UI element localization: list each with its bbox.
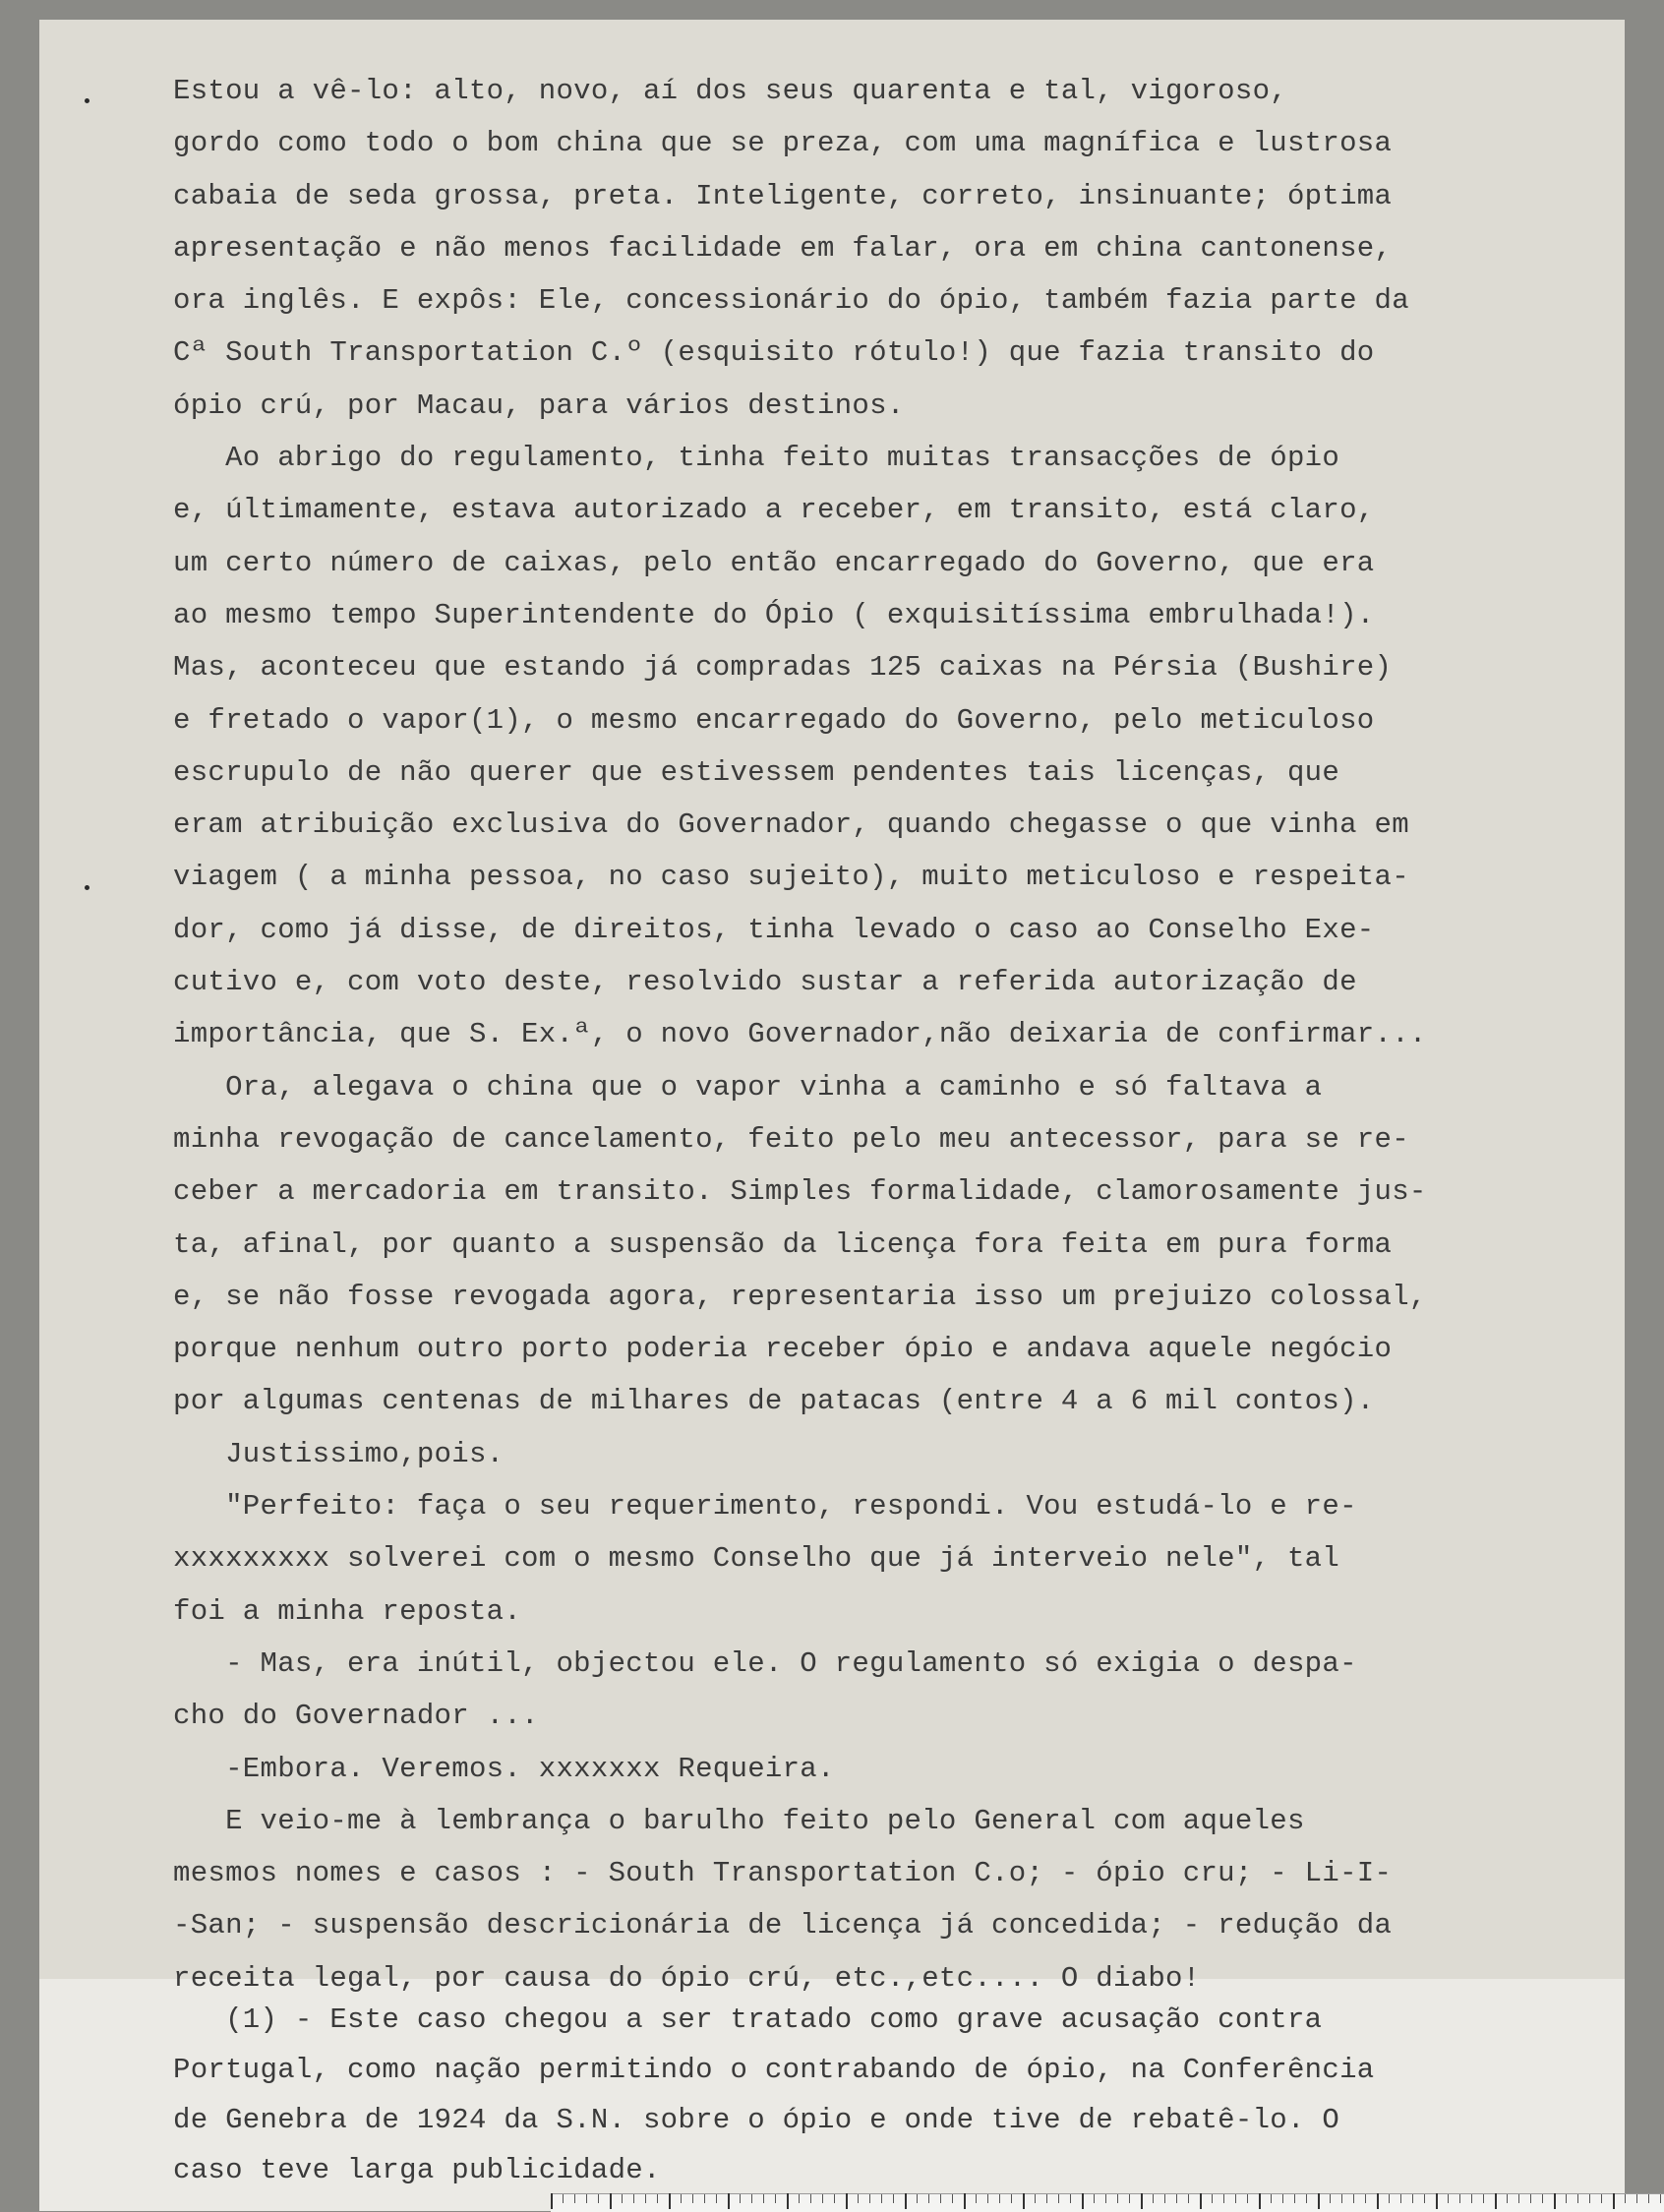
body-text-line: ora inglês. E expôs: Ele, concessionário do ópio, também fazia parte da	[173, 284, 1409, 318]
body-text-line: ópio crú, por Macau, para vários destinos.	[173, 389, 905, 422]
body-text-line: e fretado o vapor(1), o mesmo encarregado do Governo, pelo meticuloso	[173, 703, 1375, 737]
body-text-line: um certo número de caixas, pelo então encarregado do Governo, que era	[173, 546, 1375, 579]
body-text-line: Justissimo,pois.	[173, 1437, 505, 1470]
body-text-line: ceber a mercadoria em transito. Simples formalidade, clamorosamente jus-	[173, 1175, 1427, 1209]
margin-dot	[85, 885, 89, 890]
body-text-line: e, últimamente, estava autorizado a receber, em transito, está claro,	[173, 494, 1375, 527]
body-text-line: importância, que S. Ex.ª, o novo Governador,não deixaria de confirmar...	[173, 1018, 1427, 1051]
body-text-line: escrupulo de não querer que estivessem pendentes tais licenças, que	[173, 755, 1340, 789]
footnote-line: de Genebra de 1924 da S.N. sobre o ópio e onde tive de rebatê-lo. O	[173, 2104, 1340, 2136]
body-text-line: gordo como todo o bom china que se preza, com uma magnífica e lustrosa	[173, 127, 1393, 160]
body-text-line: -Embora. Veremos. xxxxxxx Requeira.	[173, 1752, 835, 1785]
body-text-line: mesmos nomes e casos : - South Transportation C.o; - ópio cru; - Li-I-	[173, 1857, 1393, 1890]
measurement-ruler-major-ticks	[551, 2193, 1664, 2211]
body-text-line: Ora, alegava o china que o vapor vinha a caminho e só faltava a	[173, 1070, 1323, 1104]
body-text-line: Cª South Transportation C.º (esquisito rótulo!) que fazia transito do	[173, 336, 1375, 370]
body-text-line: dor, como já disse, de direitos, tinha levado o caso ao Conselho Exe-	[173, 913, 1375, 946]
body-text-line: minha revogação de cancelamento, feito pelo meu antecessor, para se re-	[173, 1122, 1409, 1156]
body-text-line: -San; - suspensão descricionária de licença já concedida; - redução da	[173, 1909, 1393, 1943]
body-text-line: apresentação e não menos facilidade em falar, ora em china cantonense,	[173, 231, 1393, 265]
body-text-line: Ao abrigo do regulamento, tinha feito muitas transacções de ópio	[173, 442, 1340, 475]
body-text-line: eram atribuição exclusiva do Governador, quando chegasse o que vinha em	[173, 808, 1409, 842]
body-text-line: ta, afinal, por quanto a suspensão da licença fora feita em pura forma	[173, 1227, 1393, 1261]
body-text-line: foi a minha reposta.	[173, 1594, 522, 1628]
body-text-line: Mas, aconteceu que estando já compradas 125 caixas na Pérsia (Bushire)	[173, 651, 1393, 685]
body-text-line: "Perfeito: faça o seu requerimento, respondi. Vou estudá-lo e re-	[173, 1490, 1357, 1524]
body-text-line: cho do Governador ...	[173, 1700, 539, 1733]
body-text-line: - Mas, era inútil, objectou ele. O regulamento só exigia o despa-	[173, 1646, 1357, 1680]
footnote-line: (1) - Este caso chegou a ser tratado como grave acusação contra	[173, 2003, 1323, 2036]
typed-body-text	[173, 65, 1589, 2004]
typed-footnote	[173, 1995, 1589, 2195]
body-text-line: cabaia de seda grossa, preta. Inteligente, correto, insinuante; óptima	[173, 179, 1393, 212]
body-text-line: ao mesmo tempo Superintendente do Ópio ( exquisitíssima embrulhada!).	[173, 598, 1375, 631]
body-text-line: cutivo e, com voto deste, resolvido sustar a referida autorização de	[173, 966, 1357, 999]
body-text-line: porque nenhum outro porto poderia receber ópio e andava aquele negócio	[173, 1333, 1393, 1366]
margin-dot	[85, 98, 89, 103]
body-text-line: Estou a vê-lo: alto, novo, aí dos seus quarenta e tal, vigoroso,	[173, 75, 1287, 107]
body-text-line: receita legal, por causa do ópio crú, etc.,etc.... O diabo!	[173, 1961, 1201, 1995]
body-text-line: viagem ( a minha pessoa, no caso sujeito), muito meticuloso e respeita-	[173, 861, 1409, 894]
footnote-line: caso teve larga publicidade.	[173, 2154, 661, 2186]
body-text-line: e, se não fosse revogada agora, representaria isso um prejuizo colossal,	[173, 1280, 1427, 1313]
body-text-line: E veio-me à lembrança o barulho feito pelo General com aqueles	[173, 1804, 1305, 1837]
body-text-line: por algumas centenas de milhares de patacas (entre 4 a 6 mil contos).	[173, 1385, 1375, 1418]
footnote-line: Portugal, como nação permitindo o contrabando de ópio, na Conferência	[173, 2054, 1375, 2086]
document-page	[39, 20, 1625, 2211]
body-text-line: xxxxxxxxx solverei com o mesmo Conselho que já interveio nele", tal	[173, 1542, 1340, 1576]
